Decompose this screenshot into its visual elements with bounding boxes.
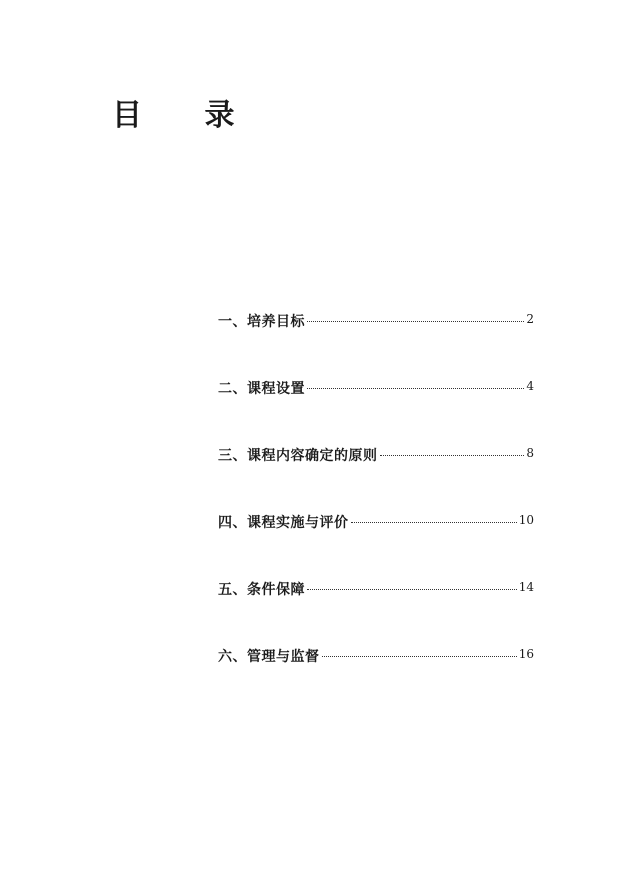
toc-entry-label: 五、条件保障: [218, 582, 305, 598]
toc-dot-leader: [322, 656, 517, 657]
page-title: 目 录: [112, 98, 261, 133]
toc-entry-page: 14: [518, 580, 534, 594]
table-of-contents: [218, 310, 534, 712]
toc-dot-leader: [380, 455, 525, 456]
toc-entry: [218, 310, 534, 377]
toc-entry-label: 一、培养目标: [218, 314, 305, 330]
toc-entry-page: 4: [526, 379, 534, 393]
toc-dot-leader: [351, 522, 517, 523]
toc-entry: [218, 645, 534, 712]
toc-entry-page: 2: [526, 312, 534, 326]
toc-entry: [218, 578, 534, 645]
toc-entry-page: 10: [518, 513, 534, 527]
toc-dot-leader: [307, 321, 524, 322]
toc-dot-leader: [307, 589, 517, 590]
toc-entry-page: 8: [526, 446, 534, 460]
toc-entry-label: 四、课程实施与评价: [218, 515, 349, 531]
toc-entry-page: 16: [518, 647, 534, 661]
toc-entry: [218, 377, 534, 444]
toc-entry-label: 二、课程设置: [218, 381, 305, 397]
toc-entry-label: 三、课程内容确定的原则: [218, 448, 378, 464]
toc-dot-leader: [307, 388, 524, 389]
toc-entry-label: 六、管理与监督: [218, 649, 320, 665]
toc-entry: [218, 511, 534, 578]
toc-entry: [218, 444, 534, 511]
